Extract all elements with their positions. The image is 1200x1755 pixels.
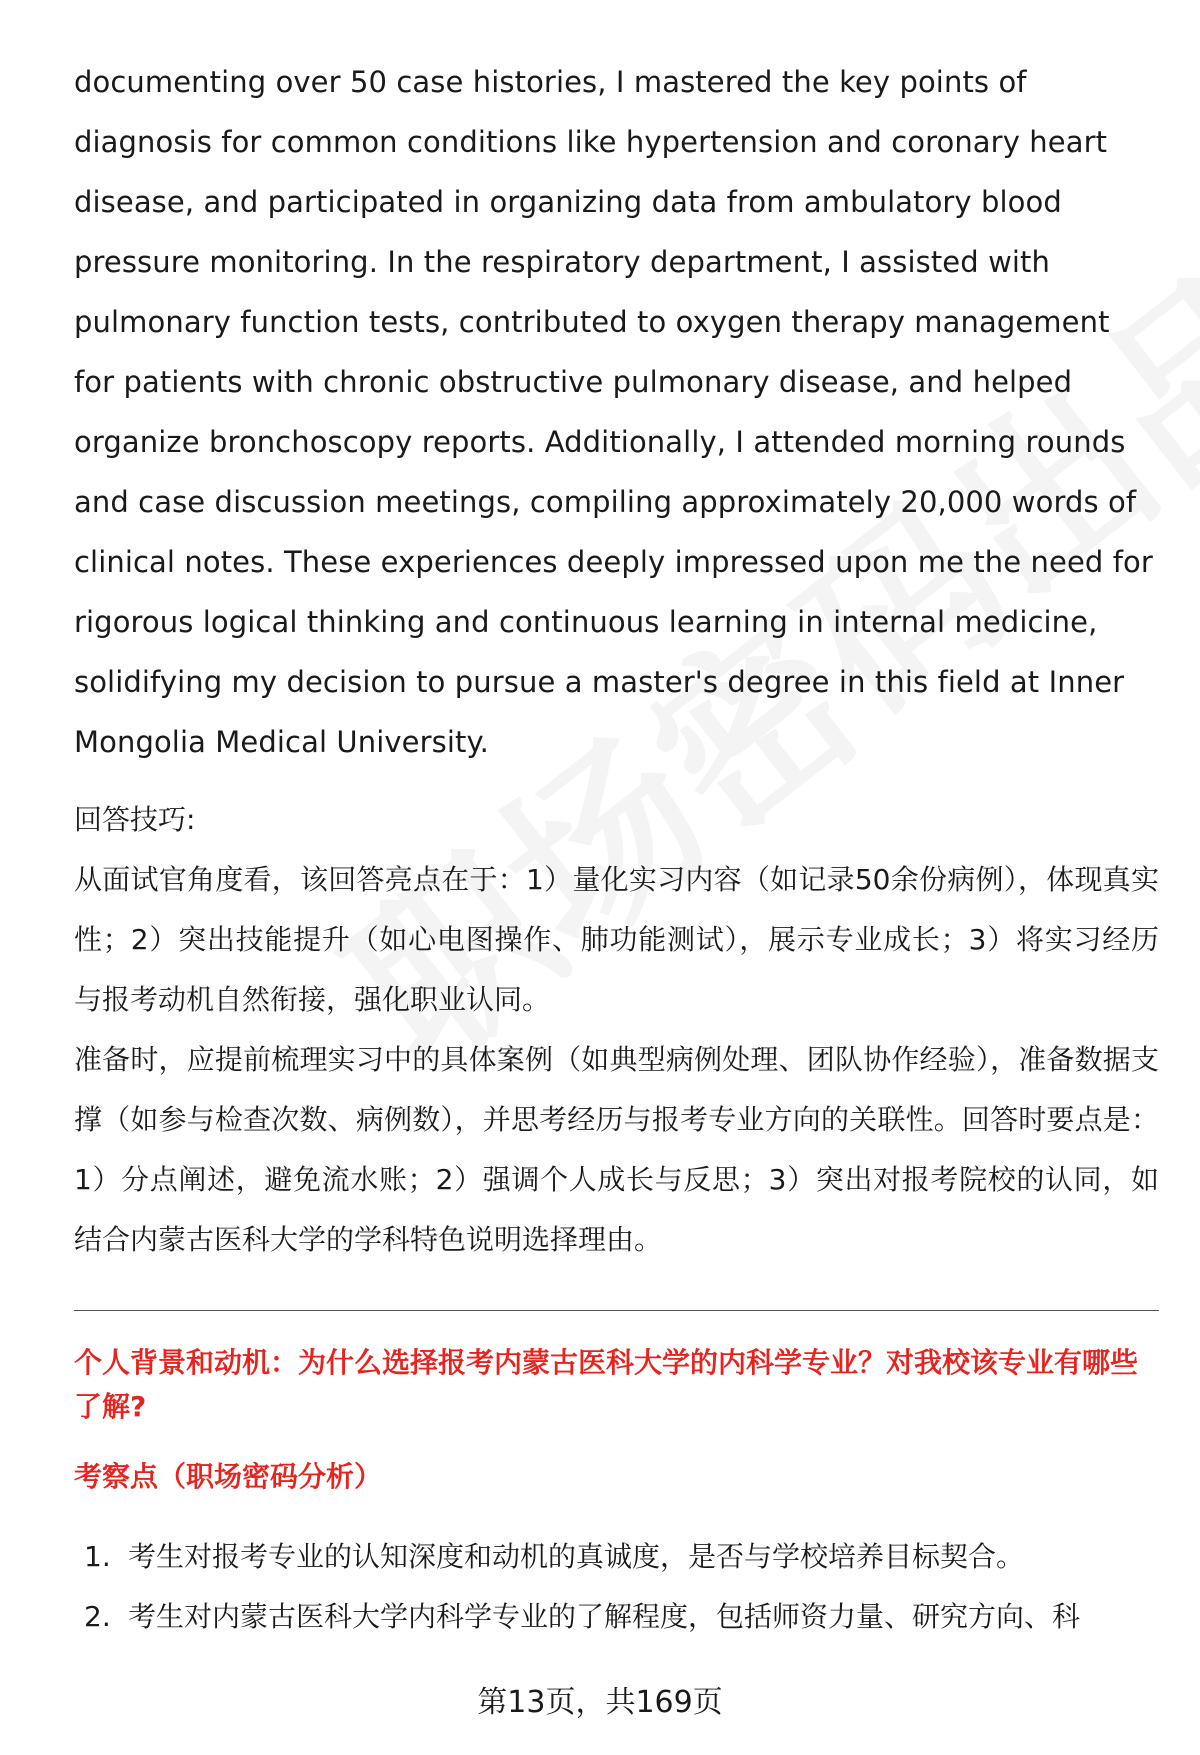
assessment-heading: 考察点（职场密码分析） <box>74 1460 383 1493</box>
assessment-list <box>74 1527 1159 1647</box>
tips-paragraph-2: 准备时，应提前梳理实习中的具体案例（如典型病例处理、团队协作经验），准备数据支撑（如参与检查次数、病例数），并思考经历与报考专业方向的关联性。回答时要点是：1）分点阐述，避免流水账；2）强调个人成长与反思；3）突出对报考院校的认同，如结合内蒙古医科大学的学科特色说明选择理由。 <box>74 1043 1159 1256</box>
answer-paragraph: documenting over 50 case histories, I mastered the key points of diagnosis for common conditions like hypertension and coronary heart disease, and participated in organizing data from ambulatory blood pressure monitoring. In the respiratory department, I assisted with pulmonary function tests, contributed to oxygen therapy management for patients with chronic obstructive pulmonary disease, and helped organize bronchoscopy reports. Additionally, I attended morning rounds and case discussion meetings, compiling approximately 20,000 words of clinical notes. These experiences deeply impressed upon me the need for rigorous logical thinking and continuous learning in internal medicine, solidifying my decision to pursue a master's degree in this field at Inner Mongolia Medical University. <box>74 65 1153 759</box>
list-item-text: 考生对内蒙古医科大学内科学专业的了解程度，包括师资力量、研究方向、科 <box>128 1600 1081 1633</box>
list-item-number: 2. <box>84 1600 111 1633</box>
list-item <box>74 1587 1159 1647</box>
section-divider <box>74 1310 1159 1311</box>
tips-paragraph-1: 从面试官角度看，该回答亮点在于：1）量化实习内容（如记录50余份病例），体现真实性；2）突出技能提升（如心电图操作、肺功能测试），展示专业成长；3）将实习经历与报考动机自然衔接，强化职业认同。 <box>74 863 1159 1016</box>
question-heading: 个人背景和动机：为什么选择报考内蒙古医科大学的内科学专业？对我校该专业有哪些了解? <box>74 1346 1139 1423</box>
tips-label: 回答技巧: <box>74 803 196 836</box>
list-item-text: 考生对报考专业的认知深度和动机的真诚度，是否与学校培养目标契合。 <box>128 1540 1025 1573</box>
list-item <box>74 1527 1159 1587</box>
answer-tips-section <box>74 790 1159 1270</box>
list-item-number: 1. <box>84 1540 111 1573</box>
content-area <box>74 52 1159 1647</box>
page-number-footer: 第13页，共169页 <box>477 1685 723 1720</box>
